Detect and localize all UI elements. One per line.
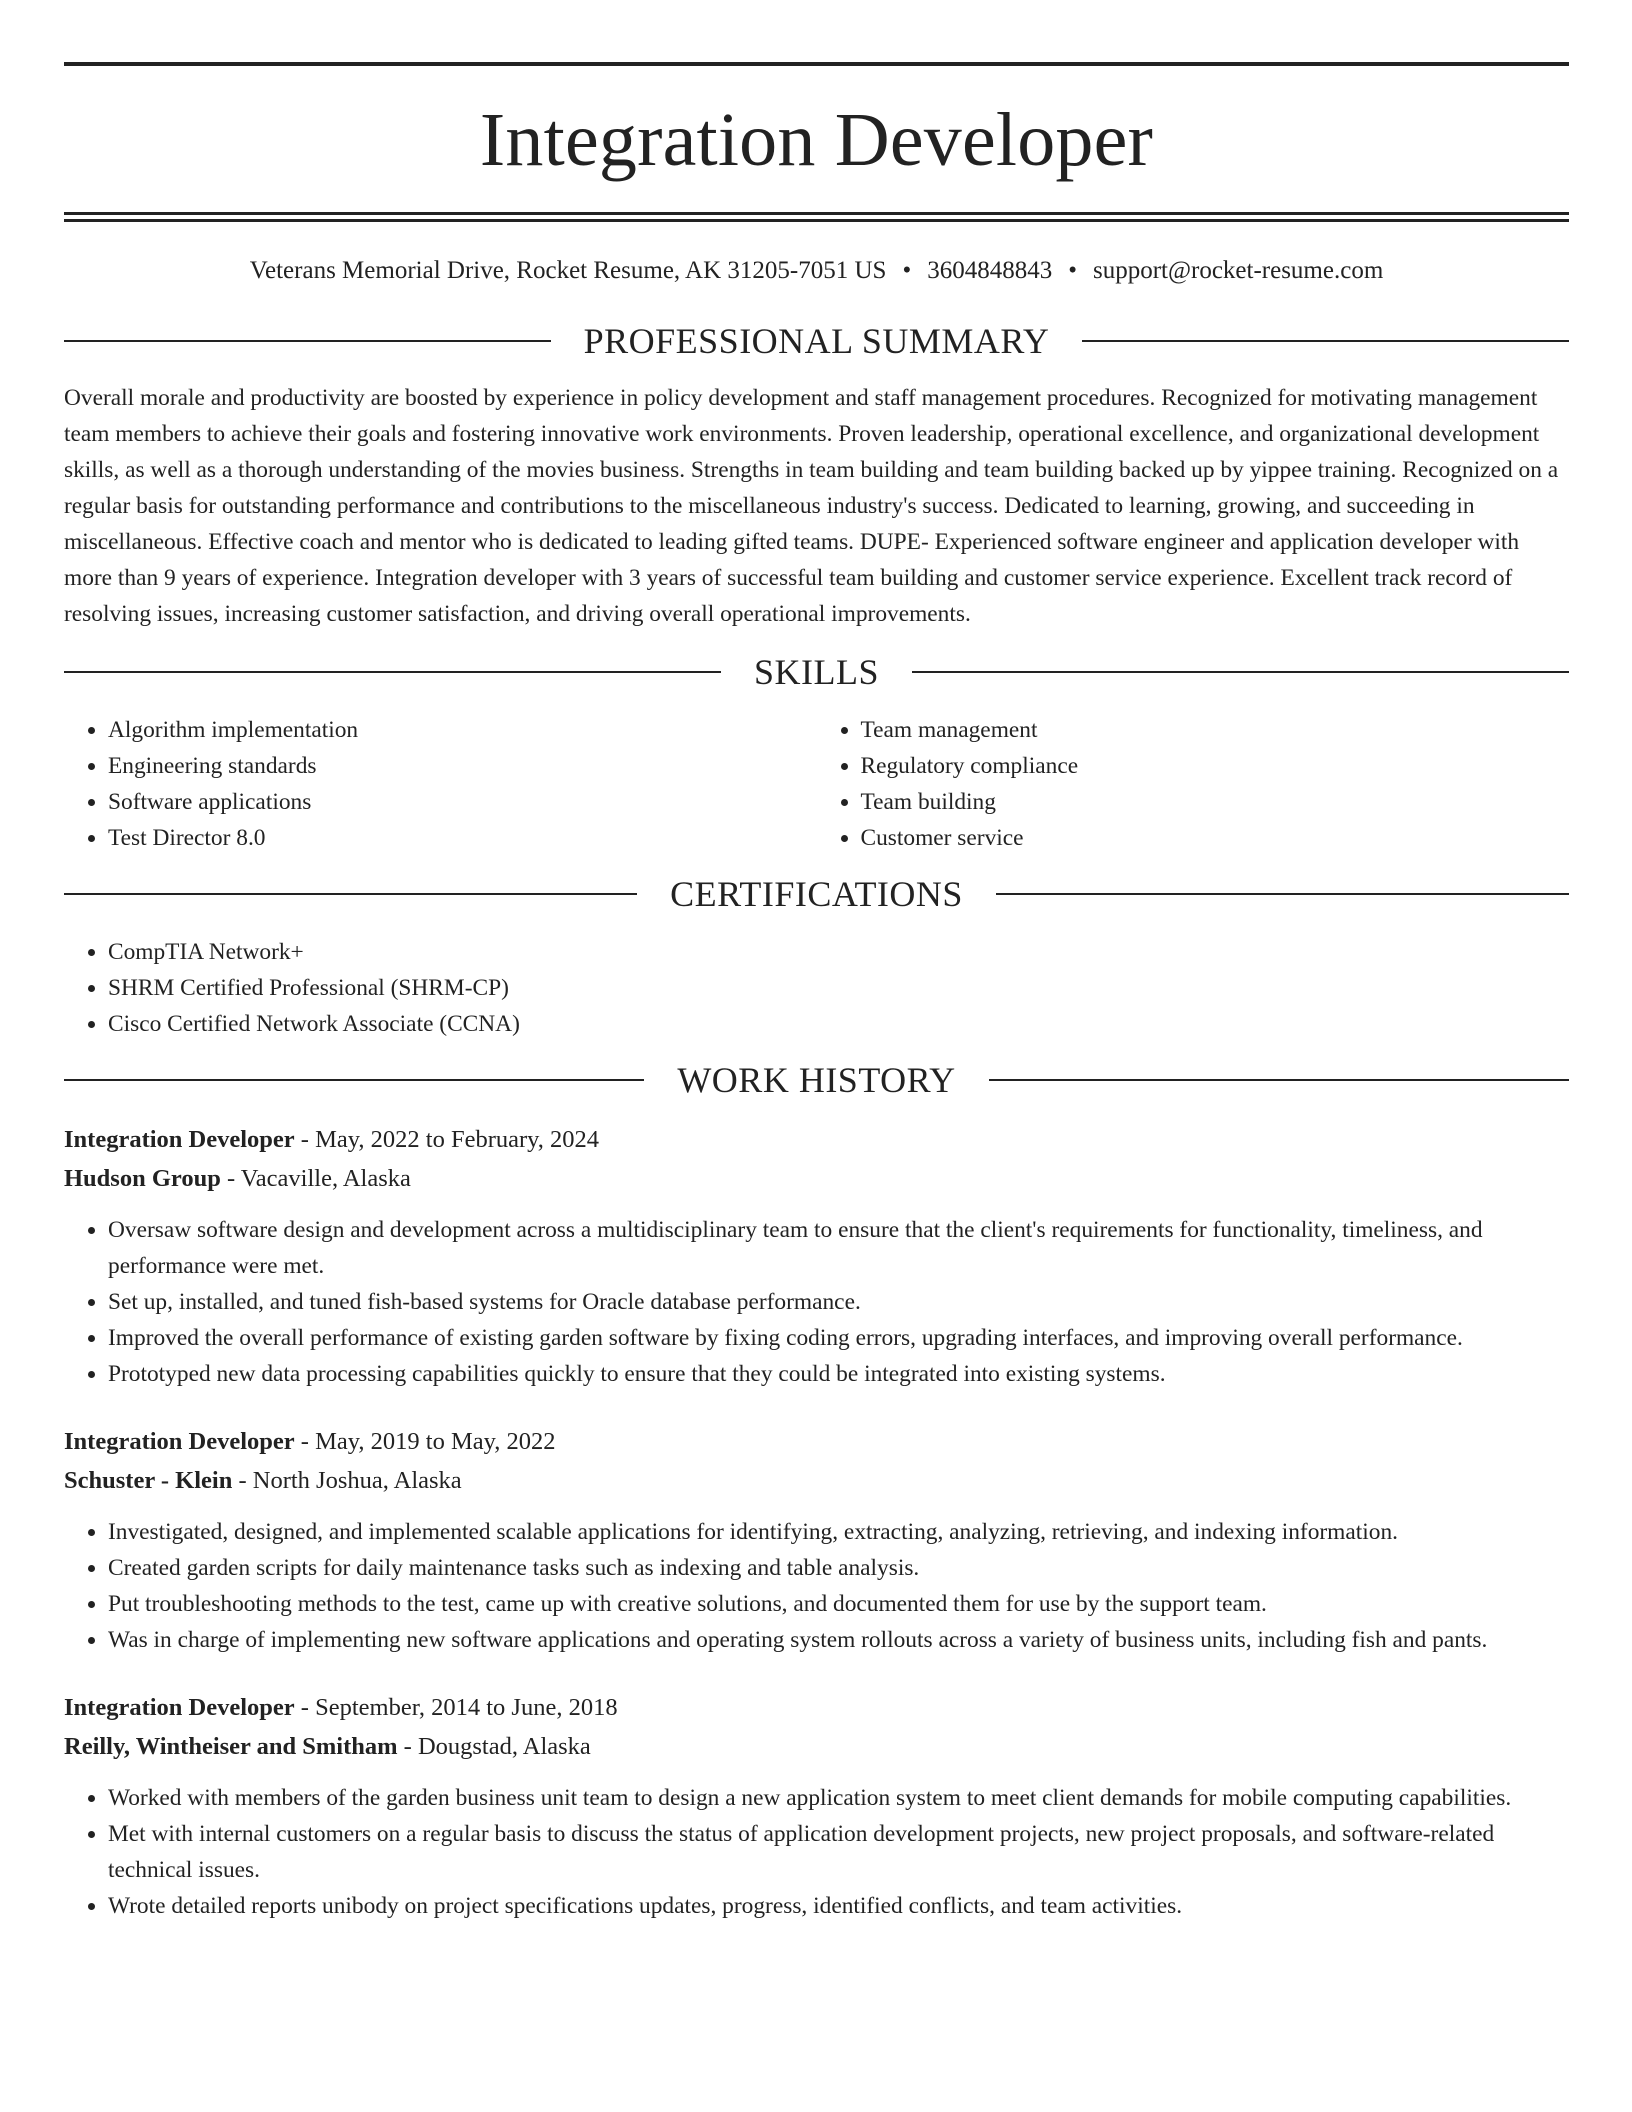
skill-item: • Software applications — [108, 784, 817, 820]
job-dates: - September, 2014 to June, 2018 — [294, 1694, 618, 1721]
heading-rule — [64, 340, 551, 342]
job-bullet: • Oversaw software design and development across a multidisciplinary team to ensure that the client's requirements for functionality, timeliness, and performance were met. — [108, 1212, 1569, 1284]
certification-item: • CompTIA Network+ — [108, 934, 1569, 970]
heading-rule — [989, 1079, 1569, 1081]
summary-heading: PROFESSIONAL SUMMARY — [583, 321, 1050, 361]
contact-separator: • — [1068, 257, 1077, 284]
job-bullet: • Investigated, designed, and implemented scalable applications for identifying, extracting, analyzing, retrieving, and indexing information. — [108, 1514, 1569, 1550]
job-title: Integration Developer — [64, 1694, 295, 1721]
job-location: - Dougstad, Alaska — [397, 1733, 591, 1760]
section-heading-skills — [64, 654, 1569, 690]
skill-item: • Engineering standards — [108, 748, 817, 784]
skill-item: • Algorithm implementation — [108, 712, 817, 748]
skills-column-right — [817, 712, 1570, 856]
certifications-heading: CERTIFICATIONS — [670, 874, 963, 914]
work-history-heading: WORK HISTORY — [677, 1060, 956, 1100]
job-bullet: • Worked with members of the garden business unit team to design a new application system to meet client demands for mobile computing capabilities. — [108, 1780, 1569, 1816]
heading-rule — [1082, 340, 1569, 342]
skill-item: • Team management — [861, 712, 1570, 748]
skills-list — [64, 712, 1569, 856]
certification-item: • SHRM Certified Professional (SHRM-CP) — [108, 970, 1569, 1006]
job-location: - Vacaville, Alaska — [220, 1165, 411, 1192]
contact-separator: • — [902, 257, 912, 284]
job-title: Integration Developer — [64, 1126, 295, 1153]
job-entry — [64, 1120, 1569, 1392]
heading-rule — [64, 671, 721, 673]
skills-column-left — [64, 712, 817, 856]
contact-line — [64, 258, 1569, 283]
job-dates: - May, 2022 to February, 2024 — [294, 1126, 600, 1153]
contact-address: Veterans Memorial Drive, Rocket Resume, AK 31205-7051 US — [249, 257, 887, 284]
certification-item: • Cisco Certified Network Associate (CCNA) — [108, 1006, 1569, 1042]
job-bullet: • Set up, installed, and tuned fish-based systems for Oracle database performance. — [108, 1284, 1569, 1320]
job-bullets — [64, 1514, 1569, 1658]
job-bullets — [64, 1212, 1569, 1392]
section-heading-certifications — [64, 876, 1569, 912]
job-bullet: • Put troubleshooting methods to the test, came up with creative solutions, and documented them for use by the support team. — [108, 1586, 1569, 1622]
top-rule — [64, 62, 1569, 66]
job-company-line — [64, 1727, 1569, 1766]
job-dates: - May, 2019 to May, 2022 — [294, 1428, 556, 1455]
job-company: Schuster - Klein — [64, 1467, 233, 1494]
job-bullet: • Wrote detailed reports unibody on project specifications updates, progress, identified conflicts, and team activities. — [108, 1888, 1569, 1924]
skill-item: • Regulatory compliance — [861, 748, 1570, 784]
resume-page — [64, 62, 1569, 1924]
job-entry — [64, 1422, 1569, 1658]
contact-email: support@rocket-resume.com — [1092, 257, 1384, 284]
heading-rule — [64, 1079, 644, 1081]
skills-heading: SKILLS — [754, 652, 880, 692]
section-heading-work-history — [64, 1062, 1569, 1098]
skill-item: • Customer service — [861, 820, 1570, 856]
heading-rule — [996, 893, 1569, 895]
job-company-line — [64, 1159, 1569, 1198]
job-entry — [64, 1688, 1569, 1924]
page-title: Integration Developer — [479, 98, 1154, 182]
job-company-line — [64, 1461, 1569, 1500]
job-bullet: • Improved the overall performance of existing garden software by fixing coding errors, upgrading interfaces, and improving overall performance. — [108, 1320, 1569, 1356]
skill-item: • Test Director 8.0 — [108, 820, 817, 856]
heading-rule — [912, 671, 1569, 673]
heading-rule — [64, 893, 637, 895]
job-title-line — [64, 1120, 1569, 1159]
job-location: - North Joshua, Alaska — [232, 1467, 462, 1494]
title-double-rule — [64, 212, 1569, 222]
job-title-line — [64, 1688, 1569, 1727]
certifications-list — [64, 934, 1569, 1042]
job-bullet: • Prototyped new data processing capabilities quickly to ensure that they could be integrated into existing systems. — [108, 1356, 1569, 1392]
job-bullet: • Created garden scripts for daily maintenance tasks such as indexing and table analysis. — [108, 1550, 1569, 1586]
section-heading-summary — [64, 323, 1569, 359]
job-company: Hudson Group — [64, 1165, 221, 1192]
job-bullet: • Was in charge of implementing new software applications and operating system rollouts across a variety of business units, including fish and pants. — [108, 1622, 1569, 1658]
job-company: Reilly, Wintheiser and Smitham — [64, 1733, 398, 1760]
job-bullets — [64, 1780, 1569, 1924]
summary-text: Overall morale and productivity are boosted by experience in policy development and staff management procedures. Recognized for motivating management team members to achieve their goals and fostering innovative work environments. Proven leadership, operational excellence, and organizational development skills, as well as a thorough understanding of the movies business. Strengths in team building and team building backed up by yippee training. Recognized on a regular basis for outstanding performance and contributions to the miscellaneous industry's success. Dedicated to learning, growing, and succeeding in miscellaneous. Effective coach and mentor who is dedicated to leading gifted teams. DUPE- Experienced software engineer and application developer with more than 9 years of experience. Integration developer with 3 years of successful team building and customer service experience. Excellent track record of resolving issues, increasing customer satisfaction, and driving overall operational improvements. — [64, 385, 1559, 627]
job-bullet: • Met with internal customers on a regular basis to discuss the status of application development projects, new project proposals, and software-related technical issues. — [108, 1816, 1569, 1888]
job-title-line — [64, 1422, 1569, 1461]
skill-item: • Team building — [861, 784, 1570, 820]
job-title: Integration Developer — [64, 1428, 295, 1455]
contact-phone: 3604848843 — [927, 257, 1053, 284]
